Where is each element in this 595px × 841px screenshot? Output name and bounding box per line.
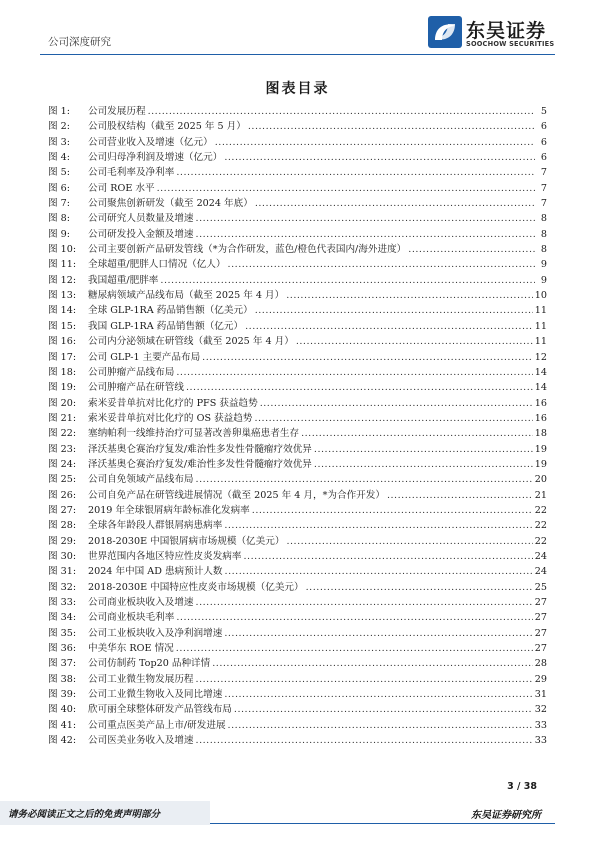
toc-entry-title: 公司工业微生物收入及同比增速: [88, 689, 223, 701]
toc-entry[interactable]: [48, 549, 547, 564]
toc-dot-leader: [196, 733, 533, 748]
toc-entry[interactable]: [48, 733, 547, 748]
toc-entry-page: 5: [540, 106, 547, 117]
soochow-logo-icon: [428, 16, 462, 48]
toc-entry-label: 图 34:: [48, 612, 77, 624]
toc-entry-label: 图 41:: [48, 719, 77, 731]
toc-entry-title: 2024 年中国 AD 患病预计人数: [88, 566, 223, 578]
toc-entry-label: 图 7:: [48, 198, 70, 210]
toc-entry-page: 7: [540, 198, 547, 210]
toc-entry[interactable]: [48, 334, 547, 349]
toc-entry[interactable]: [48, 211, 547, 226]
toc-entry-title: 全球超重/肥胖人口情况（亿人）: [88, 259, 226, 271]
toc-dot-leader: [202, 350, 533, 365]
toc-entry-title: 公司肿瘤产品线布局: [88, 366, 175, 378]
toc-entry-page: 14: [534, 366, 547, 378]
toc-entry[interactable]: [48, 380, 547, 395]
toc-entry-label: 图 40:: [48, 704, 77, 716]
toc-entry-page: 14: [534, 382, 547, 394]
toc-entry[interactable]: [48, 365, 547, 380]
toc-entry-title: 公司 ROE 水平: [88, 182, 155, 194]
toc-entry-title: 2018-2030E 中国特应性皮炎市场规模（亿美元）: [88, 581, 304, 593]
toc-entry[interactable]: [48, 227, 547, 242]
toc-entry-label: 图 6:: [48, 182, 70, 194]
toc-entry[interactable]: [48, 656, 547, 671]
toc-entry-title: 全球 GLP-1RA 药品销售额（亿美元）: [88, 305, 253, 317]
toc-dot-leader: [212, 656, 533, 671]
toc-entry-title: 我国超重/肥胖率: [88, 274, 159, 286]
toc-entry[interactable]: [48, 595, 547, 610]
toc-entry-page: 27: [534, 597, 547, 608]
institute-name: 东吴证券研究所: [471, 810, 541, 821]
toc-entry-title: 泽沃基奥仑赛治疗复发/难治性多发性骨髓瘤疗效优异: [88, 443, 312, 455]
toc-entry[interactable]: [48, 257, 547, 272]
toc-entry-page: 11: [534, 320, 547, 332]
toc-dot-leader: [148, 104, 535, 119]
toc-entry-page: 16: [534, 412, 547, 424]
toc-entry-label: 图 15:: [48, 320, 77, 332]
toc-dot-leader: [228, 257, 535, 272]
toc-entry-page: 22: [534, 520, 547, 532]
figure-list: [48, 104, 547, 748]
toc-entry-title: 全球各年龄段人群银屑病患病率: [88, 520, 223, 532]
toc-entry-page: 29: [534, 673, 547, 685]
toc-dot-leader: [196, 211, 535, 226]
toc-entry-page: 11: [534, 336, 547, 348]
toc-entry-label: 图 1:: [48, 106, 70, 117]
toc-entry-title: 公司医美业务收入及增速: [88, 735, 194, 747]
toc-entry-page: 27: [534, 643, 547, 655]
toc-entry-label: 图 37:: [48, 658, 77, 670]
toc-entry-label: 图 4:: [48, 152, 70, 164]
toc-entry-page: 25: [534, 581, 547, 593]
toc-entry-page: 19: [534, 458, 547, 470]
toc-entry-page: 16: [534, 397, 547, 409]
toc-entry-title: 公司 GLP-1 主要产品布局: [88, 351, 201, 363]
toc-entry[interactable]: [48, 564, 547, 579]
toc-entry-title: 公司重点医美产品上市/研发进展: [88, 719, 226, 731]
toc-title: 图表目录: [265, 81, 330, 97]
toc-dot-leader: [314, 442, 533, 457]
toc-entry-page: 33: [534, 735, 547, 747]
toc-entry-title: 公司肿瘤产品在研管线: [88, 382, 184, 394]
toc-entry-label: 图 33:: [48, 597, 77, 608]
toc-entry-title: 公司工业微生物发展历程: [88, 673, 194, 685]
toc-entry[interactable]: [48, 426, 547, 441]
toc-entry-page: 24: [534, 566, 547, 578]
toc-entry-title: 公司营业收入及增速（亿元）: [88, 136, 213, 148]
toc-entry-title: 公司自免领域产品线布局: [88, 474, 194, 486]
toc-entry-label: 图 28:: [48, 520, 77, 532]
toc-entry-title: 公司聚焦创新研发（截至 2024 年底）: [88, 198, 253, 210]
toc-entry-label: 图 17:: [48, 351, 77, 363]
toc-entry[interactable]: [48, 534, 547, 549]
toc-entry-label: 图 20:: [48, 397, 77, 409]
page-number: 3 / 38: [507, 781, 537, 792]
toc-entry-label: 图 8:: [48, 213, 70, 225]
toc-entry-page: 6: [540, 152, 547, 164]
toc-entry-title: 公司商业板块毛利率: [88, 612, 175, 624]
toc-entry-title: 公司归母净利润及增速（亿元）: [88, 152, 223, 164]
toc-dot-leader: [176, 641, 533, 656]
toc-dot-leader: [160, 273, 535, 288]
toc-dot-leader: [196, 672, 533, 687]
toc-entry-page: 10: [534, 290, 547, 302]
toc-entry-title: 中美华东 ROE 情况: [88, 643, 174, 655]
toc-entry-label: 图 2:: [48, 121, 70, 133]
toc-entry[interactable]: [48, 718, 547, 733]
toc-dot-leader: [286, 288, 533, 303]
toc-entry-page: 31: [534, 689, 547, 701]
toc-entry[interactable]: [48, 104, 547, 119]
toc-entry-label: 图 32:: [48, 581, 77, 593]
toc-entry-page: 12: [534, 351, 547, 363]
toc-entry-title: 索米妥昔单抗对比化疗的 PFS 获益趋势: [88, 397, 258, 409]
toc-entry-title: 公司主要创新产品研发管线（*为合作研发，蓝色/橙色代表国内/海外进度）: [88, 244, 407, 256]
toc-dot-leader: [408, 242, 535, 257]
toc-entry-page: 7: [540, 182, 547, 194]
toc-entry-label: 图 19:: [48, 382, 77, 394]
toc-entry-page: 24: [534, 550, 547, 562]
toc-dot-leader: [228, 718, 533, 733]
toc-dot-leader: [248, 119, 535, 134]
toc-dot-leader: [260, 396, 533, 411]
toc-dot-leader: [255, 196, 535, 211]
toc-entry-title: 公司内分泌领域在研管线（截至 2025 年 4 月）: [88, 336, 294, 348]
toc-entry-label: 图 31:: [48, 566, 77, 578]
toc-entry-title: 糖尿病领域产品线布局（截至 2025 年 4 月）: [88, 290, 285, 302]
toc-entry[interactable]: [48, 273, 547, 288]
toc-entry[interactable]: [48, 457, 547, 472]
toc-entry[interactable]: [48, 641, 547, 656]
toc-entry-page: 6: [540, 136, 547, 148]
toc-entry-page: 32: [534, 704, 547, 716]
toc-dot-leader: [244, 549, 533, 564]
toc-entry[interactable]: [48, 196, 547, 211]
toc-entry-page: 27: [534, 612, 547, 624]
toc-entry-label: 图 38:: [48, 673, 77, 685]
toc-dot-leader: [224, 687, 532, 702]
toc-entry[interactable]: [48, 702, 547, 717]
toc-dot-leader: [252, 503, 533, 518]
toc-entry-label: 图 13:: [48, 290, 77, 302]
toc-entry[interactable]: [48, 396, 547, 411]
toc-entry[interactable]: [48, 442, 547, 457]
toc-entry[interactable]: [48, 610, 547, 625]
toc-entry-label: 图 3:: [48, 136, 70, 148]
toc-entry-title: 公司仿制药 Top20 品种详情: [88, 658, 211, 670]
disclaimer-text: 请务必阅读正文之后的免责声明部分: [8, 809, 161, 820]
toc-entry-title: 索米妥昔单抗对比化疗的 OS 获益趋势: [88, 412, 253, 424]
toc-dot-leader: [196, 595, 533, 610]
logo-chinese-name: 东吴证券: [466, 20, 547, 42]
toc-entry-page: 18: [534, 428, 547, 440]
toc-dot-leader: [225, 564, 533, 579]
toc-entry-title: 欣可丽全球整体研发产品管线布局: [88, 704, 232, 716]
toc-entry-label: 图 11:: [48, 259, 77, 271]
toc-entry-label: 图 23:: [48, 443, 77, 455]
toc-entry[interactable]: [48, 181, 547, 196]
toc-entry[interactable]: [48, 165, 547, 180]
toc-dot-leader: [255, 303, 533, 318]
toc-entry-page: 6: [540, 121, 547, 133]
toc-entry-page: 19: [534, 443, 547, 455]
toc-entry-page: 33: [534, 719, 547, 731]
toc-dot-leader: [196, 227, 535, 242]
toc-entry-title: 塞纳帕利一线维持治疗可显著改善卵巢癌患者生存: [88, 428, 300, 440]
logo-english-name: SOOCHOW SECURITIES: [466, 40, 555, 48]
toc-dot-leader: [286, 534, 532, 549]
toc-entry-title: 公司股权结构（截至 2025 年 5 月）: [88, 121, 246, 133]
toc-entry[interactable]: [48, 119, 547, 134]
toc-entry-label: 图 29:: [48, 535, 77, 547]
toc-entry[interactable]: [48, 672, 547, 687]
toc-entry[interactable]: [48, 319, 547, 334]
toc-entry-title: 公司研发投入金额及增速: [88, 228, 194, 240]
toc-entry-title: 泽沃基奥仑赛治疗复发/难治性多发性骨髓瘤疗效优异: [88, 458, 312, 470]
toc-entry[interactable]: [48, 135, 547, 150]
toc-entry-label: 图 18:: [48, 366, 77, 378]
toc-dot-leader: [176, 365, 532, 380]
toc-entry-label: 图 25:: [48, 474, 77, 486]
toc-dot-leader: [215, 135, 535, 150]
toc-entry-label: 图 21:: [48, 412, 77, 424]
toc-entry-title: 2019 年全球银屑病年龄标准化发病率: [88, 504, 250, 516]
toc-entry[interactable]: [48, 580, 547, 595]
toc-dot-leader: [254, 411, 532, 426]
toc-entry-page: 27: [534, 627, 547, 639]
toc-entry-title: 公司发展历程: [88, 106, 146, 117]
toc-entry-title: 公司自免产品在研管线进展情况（截至 2025 年 4 月，*为合作开发）: [88, 489, 385, 501]
company-logo: [428, 14, 558, 54]
toc-entry-page: 22: [534, 504, 547, 516]
toc-entry-label: 图 24:: [48, 458, 77, 470]
toc-entry-label: 图 22:: [48, 428, 77, 440]
toc-entry-label: 图 36:: [48, 643, 77, 655]
toc-entry-label: 图 16:: [48, 336, 77, 348]
toc-entry-page: 21: [534, 489, 547, 501]
toc-entry-label: 图 14:: [48, 305, 77, 317]
toc-entry-label: 图 9:: [48, 228, 70, 240]
toc-dot-leader: [234, 702, 533, 717]
report-type-label: 公司深度研究: [48, 36, 111, 48]
toc-entry-title: 公司研究人员数量及增速: [88, 213, 194, 225]
toc-dot-leader: [306, 580, 533, 595]
toc-dot-leader: [176, 165, 535, 180]
toc-entry-label: 图 5:: [48, 167, 70, 179]
toc-entry[interactable]: [48, 242, 547, 257]
toc-entry[interactable]: [48, 503, 547, 518]
toc-entry-label: 图 30:: [48, 550, 77, 562]
footer-divider: [210, 823, 555, 824]
toc-dot-leader: [176, 610, 532, 625]
toc-entry-label: 图 10:: [48, 244, 77, 256]
toc-entry-title: 公司毛利率及净利率: [88, 167, 175, 179]
toc-dot-leader: [186, 380, 533, 395]
toc-entry[interactable]: [48, 411, 547, 426]
toc-entry-title: 世界范围内各地区特应性皮炎发病率: [88, 550, 242, 562]
toc-entry-title: 公司工业板块收入及净利润增速: [88, 627, 223, 639]
toc-entry-page: 9: [540, 259, 547, 271]
toc-entry-label: 图 27:: [48, 504, 77, 516]
toc-dot-leader: [387, 488, 533, 503]
toc-dot-leader: [314, 457, 533, 472]
toc-entry-label: 图 12:: [48, 274, 77, 286]
toc-entry-label: 图 35:: [48, 627, 77, 639]
toc-entry-title: 2018-2030E 中国银屑病市场规模（亿美元）: [88, 535, 285, 547]
toc-dot-leader: [224, 626, 532, 641]
toc-entry[interactable]: [48, 472, 547, 487]
toc-dot-leader: [157, 181, 535, 196]
toc-entry-page: 22: [534, 535, 547, 547]
toc-entry[interactable]: [48, 488, 547, 503]
toc-dot-leader: [196, 472, 533, 487]
toc-dot-leader: [224, 518, 532, 533]
toc-dot-leader: [245, 319, 533, 334]
toc-dot-leader: [224, 150, 535, 165]
toc-entry-page: 9: [540, 274, 547, 286]
toc-entry[interactable]: [48, 687, 547, 702]
toc-entry[interactable]: [48, 303, 547, 318]
toc-entry-page: 28: [534, 658, 547, 670]
toc-dot-leader: [301, 426, 533, 441]
toc-entry[interactable]: [48, 518, 547, 533]
toc-entry-page: 7: [540, 167, 547, 179]
toc-entry-page: 20: [534, 474, 547, 486]
toc-entry[interactable]: [48, 350, 547, 365]
toc-entry[interactable]: [48, 288, 547, 303]
toc-entry[interactable]: [48, 626, 547, 641]
toc-entry-page: 8: [540, 213, 547, 225]
header-divider: [40, 54, 555, 55]
toc-entry-title: 我国 GLP-1RA 药品销售额（亿元）: [88, 320, 244, 332]
toc-entry-page: 8: [540, 244, 547, 256]
toc-entry-label: 图 39:: [48, 689, 77, 701]
toc-entry-label: 图 42:: [48, 735, 77, 747]
toc-entry-title: 公司商业板块收入及增速: [88, 597, 194, 608]
toc-dot-leader: [296, 334, 533, 349]
toc-entry-page: 11: [534, 305, 547, 317]
toc-entry-label: 图 26:: [48, 489, 77, 501]
toc-entry-page: 8: [540, 228, 547, 240]
toc-entry[interactable]: [48, 150, 547, 165]
